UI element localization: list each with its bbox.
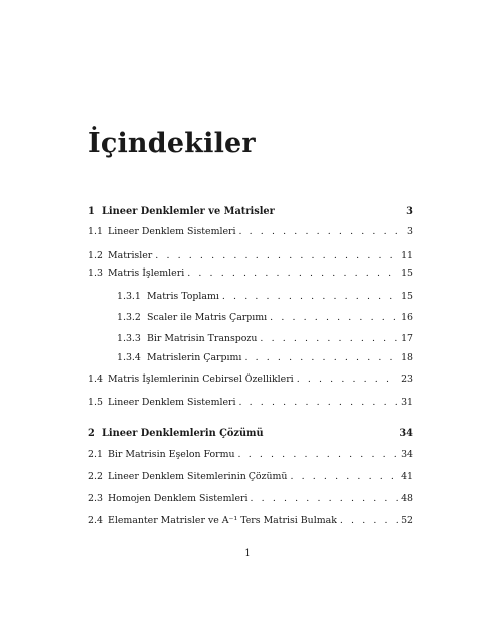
entry-number: 1.1 — [88, 226, 103, 237]
toc-entry-1-1[interactable] — [88, 226, 413, 238]
entry-title: Matrisler — [108, 250, 153, 261]
entry-title: Matrislerin Çarpımı — [147, 352, 242, 363]
dot-leader — [290, 471, 398, 483]
entry-page: 15 — [401, 268, 413, 279]
entry-number: 1.4 — [88, 374, 103, 385]
entry-number: 2.3 — [88, 493, 103, 504]
toc-entry-2-4[interactable] — [88, 515, 413, 527]
entry-page: 17 — [401, 333, 413, 344]
entry-title: Lineer Denklem Sistemleri — [108, 397, 236, 408]
entry-number: 1.3.3 — [117, 333, 141, 344]
dot-leader — [155, 250, 398, 262]
chapter-title: Lineer Denklemlerin Çözümü — [102, 428, 264, 439]
entry-number: 2.4 — [88, 515, 103, 526]
dot-leader — [340, 515, 398, 527]
chapter-number: 2 — [88, 428, 95, 439]
toc-chapter-1[interactable] — [88, 206, 413, 218]
toc-entry-2-3[interactable] — [88, 493, 413, 505]
entry-title: Bir Matrisin Transpozu — [147, 333, 258, 344]
entry-number: 1.3.4 — [117, 352, 141, 363]
toc-entry-1-3-2[interactable] — [88, 312, 413, 324]
entry-title: Matris Toplamı — [147, 291, 219, 302]
dot-leader — [260, 333, 398, 345]
chapter-page: 34 — [399, 428, 413, 439]
entry-page: 34 — [401, 449, 413, 460]
entry-title: Matris İşlemlerinin Cebirsel Özellikleri — [108, 374, 294, 385]
dot-leader — [238, 449, 398, 461]
entry-page: 11 — [401, 250, 413, 261]
entry-number: 1.2 — [88, 250, 103, 261]
entry-page: 16 — [401, 312, 413, 323]
entry-page: 52 — [401, 515, 413, 526]
entry-title: Bir Matrisin Eşelon Formu — [108, 449, 235, 460]
toc-entry-1-3-1[interactable] — [88, 291, 413, 303]
dot-leader — [297, 374, 398, 386]
toc-entry-1-5[interactable] — [88, 397, 413, 409]
entry-number: 1.3.1 — [117, 291, 141, 302]
entry-page: 3 — [407, 226, 413, 237]
entry-title: Elemanter Matrisler ve A⁻¹ Ters Matrisi Bulmak — [108, 515, 337, 526]
chapter-number: 1 — [88, 206, 95, 217]
dot-leader — [270, 312, 398, 324]
entry-page: 48 — [401, 493, 413, 504]
entry-page: 18 — [401, 352, 413, 363]
entry-page: 41 — [401, 471, 413, 482]
chapter-title: Lineer Denklemler ve Matrisler — [102, 206, 275, 217]
dot-leader — [222, 291, 398, 303]
entry-number: 2.1 — [88, 449, 103, 460]
dot-leader — [244, 352, 398, 364]
dot-leader — [251, 493, 399, 505]
dot-leader — [238, 397, 398, 409]
entry-title: Scaler ile Matris Çarpımı — [147, 312, 268, 323]
entry-number: 1.3.2 — [117, 312, 141, 323]
entry-title: Lineer Denklem Sitemlerinin Çözümü — [108, 471, 288, 482]
chapter-page: 3 — [406, 206, 413, 217]
page-title: İçindekiler — [88, 128, 256, 159]
toc-entry-1-3-3[interactable] — [88, 333, 413, 345]
toc-entry-1-3-4[interactable] — [88, 352, 413, 364]
entry-title: Homojen Denklem Sistemleri — [108, 493, 248, 504]
dot-leader — [238, 226, 398, 238]
toc-entry-1-4[interactable] — [88, 374, 413, 386]
entry-title: Lineer Denklem Sistemleri — [108, 226, 236, 237]
entry-page: 15 — [401, 291, 413, 302]
entry-page: 23 — [401, 374, 413, 385]
toc-chapter-2[interactable] — [88, 428, 413, 440]
entry-title: Matris İşlemleri — [108, 268, 185, 279]
entry-number: 1.3 — [88, 268, 103, 279]
entry-number: 2.2 — [88, 471, 103, 482]
entry-page: 31 — [401, 397, 413, 408]
dot-leader — [187, 268, 398, 280]
toc-entry-2-1[interactable] — [88, 449, 413, 461]
page-number: 1 — [244, 548, 251, 559]
toc-entry-1-3[interactable] — [88, 268, 413, 280]
toc-entry-1-2[interactable] — [88, 250, 413, 262]
entry-number: 1.5 — [88, 397, 103, 408]
toc-entry-2-2[interactable] — [88, 471, 413, 483]
